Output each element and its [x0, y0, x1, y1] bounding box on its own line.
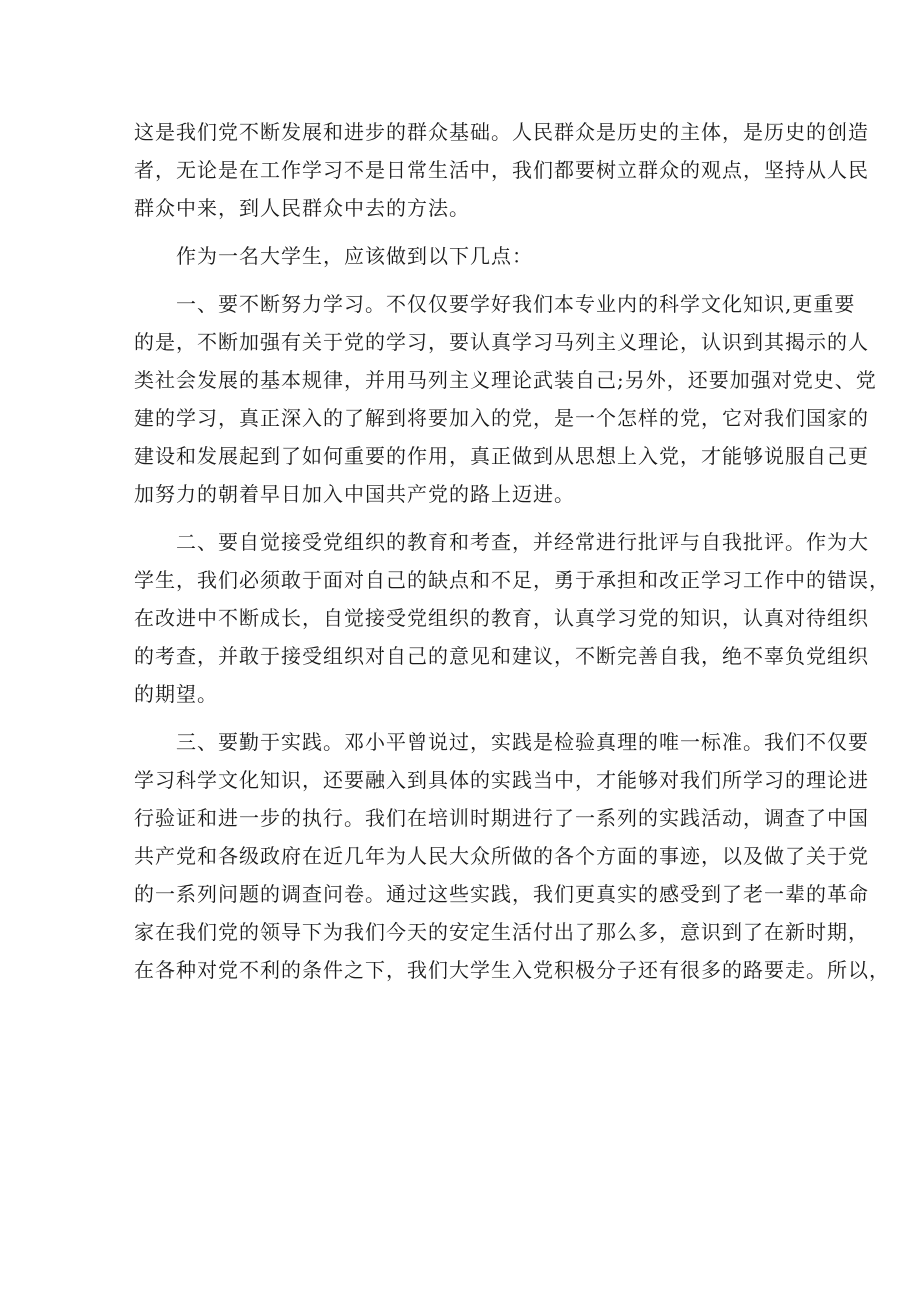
text-line: 这是我们党不断发展和进步的群众基础。人民群众是历史的主体，是历史的创造 [134, 120, 869, 144]
text-line: 学习科学文化知识，还要融入到具体的实践当中，才能够对我们所学习的理论进 [134, 768, 869, 792]
paragraph-point-one [134, 285, 877, 513]
text-line: 学生，我们必须敢于面对自己的缺点和不足，勇于承担和改正学习工作中的错误， [134, 568, 890, 592]
paragraph-intro-points [134, 237, 794, 275]
paragraph-point-three [134, 723, 890, 989]
text-line: 共产党和各级政府在近几年为人民大众所做的各个方面的事迹，以及做了关于党 [134, 844, 869, 868]
text-line: 家在我们党的领导下为我们今天的安定生活付出了那么多，意识到了在新时期， [134, 920, 869, 944]
text-line: 建的学习，真正深入的了解到将要加入的党，是一个怎样的党，它对我们国家的 [134, 406, 869, 430]
text-line: 一、要不断努力学习。不仅仅要学好我们本专业内的科学文化知识,更重要 [176, 292, 856, 316]
text-line: 者，无论是在工作学习不是日常生活中，我们都要树立群众的观点，坚持从人民 [134, 158, 869, 182]
document-body [134, 113, 890, 989]
text-line: 的一系列问题的调查问卷。通过这些实践，我们更真实的感受到了老一辈的革命 [134, 882, 869, 906]
text-line: 的考查，并敢于接受组织对自己的意见和建议，不断完善自我，绝不辜负党组织 [134, 644, 869, 668]
text-line: 建设和发展起到了如何重要的作用，真正做到从思想上入党，才能够说服自己更 [134, 444, 869, 468]
text-line: 的是，不断加强有关于党的学习，要认真学习马列主义理论，认识到其揭示的人 [134, 330, 869, 354]
paragraph-point-two [134, 523, 890, 713]
text-line: 加努力的朝着早日加入中国共产党的路上迈进。 [134, 482, 575, 506]
text-line: 在改进中不断成长，自觉接受党组织的教育，认真学习党的知识，认真对待组织 [134, 606, 869, 630]
text-line: 在各种对党不利的条件之下，我们大学生入党积极分子还有很多的路要走。所以， [134, 958, 890, 982]
text-line: 群众中来，到人民群众中去的方法。 [134, 196, 470, 220]
text-line: 行验证和进一步的执行。我们在培训时期进行了一系列的实践活动，调查了中国 [134, 806, 869, 830]
paragraph-mass-basis [134, 113, 869, 227]
text-line: 的期望。 [134, 682, 218, 706]
text-line: 三、要勤于实践。邓小平曾说过，实践是检验真理的唯一标准。我们不仅要 [176, 730, 869, 754]
text-line: 二、要自觉接受党组织的教育和考查，并经常进行批评与自我批评。作为大 [176, 530, 869, 554]
text-line: 类社会发展的基本规律，并用马列主义理论武装自己;另外，还要加强对党史、党 [134, 368, 877, 392]
text-line: 作为一名大学生，应该做到以下几点： [176, 244, 533, 268]
